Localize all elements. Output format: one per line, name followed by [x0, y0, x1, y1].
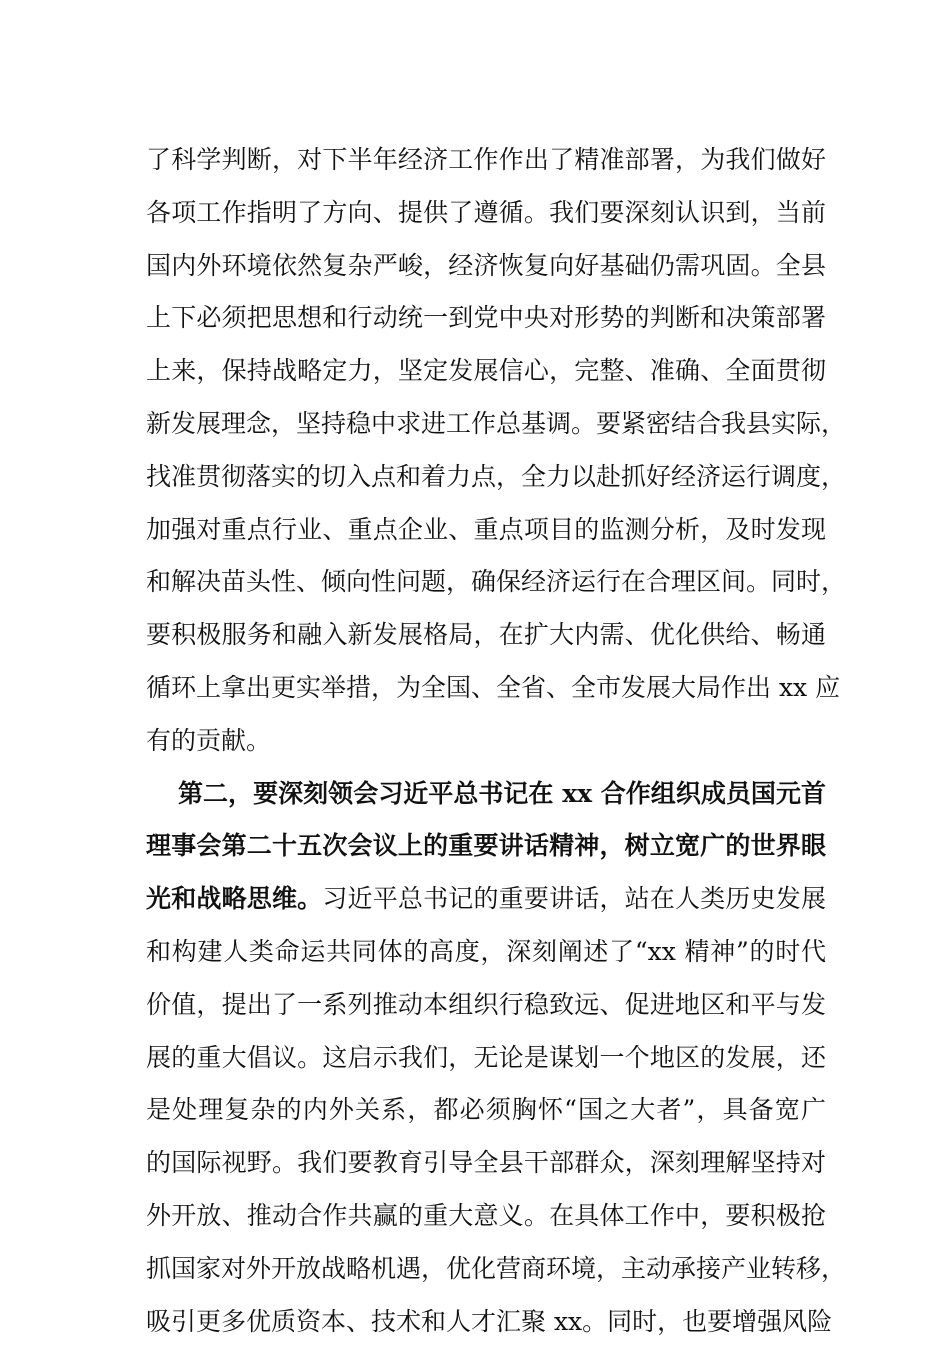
text-line: 国内外环境依然复杂严峻，经济恢复向好基础仍需巩固。全县	[146, 250, 826, 280]
text-line: 找准贯彻落实的切入点和着力点，全力以赴抓好经济运行调度，	[146, 461, 847, 491]
text-line: 抓国家对外开放战略机遇，优化营商环境，主动承接产业转移，	[146, 1253, 847, 1283]
mixed-line	[146, 873, 826, 926]
paragraph-2	[146, 768, 847, 1348]
text-line: 和构建人类命运共同体的高度，深刻阐述了“xx 精神”的时代	[146, 936, 826, 966]
text-line: 循环上拿出更实举措，为全国、全省、全市发展大局作出 xx 应	[146, 672, 841, 702]
text-line: 和解决苗头性、倾向性问题，确保经济运行在合理区间。同时，	[146, 567, 847, 597]
text-line: 要积极服务和融入新发展格局，在扩大内需、优化供给、畅通	[146, 620, 826, 650]
text-line: 价值，提出了一系列推动本组织行稳致远、促进地区和平与发	[146, 989, 826, 1019]
line-rest: 习近平总书记的重要讲话，站在人类历史发展	[322, 884, 826, 914]
text-line: 有的贡献。	[146, 725, 272, 755]
text-line: 吸引更多优质资本、技术和人才汇聚 xx。同时，也要增强风险	[146, 1306, 833, 1336]
text-line: 各项工作指明了方向、提供了遵循。我们要深刻认识到，当前	[146, 197, 826, 227]
text-line: 是处理复杂的内外关系，都必须胸怀“国之大者”，具备宽广	[146, 1095, 826, 1125]
text-line: 上来，保持战略定力，坚定发展信心，完整、准确、全面贯彻	[146, 356, 826, 386]
text-line: 了科学判断，对下半年经济工作作出了精准部署，为我们做好	[146, 145, 826, 174]
text-line: 展的重大倡议。这启示我们，无论是谋划一个地区的发展，还	[146, 1042, 826, 1072]
text-line: 的国际视野。我们要教育引导全县干部群众，深刻理解坚持对	[146, 1148, 826, 1178]
paragraph-1	[146, 134, 847, 768]
text-line: 加强对重点行业、重点企业、重点项目的监测分析，及时发现	[146, 514, 826, 544]
document-body	[146, 134, 847, 1348]
heading-line: 理事会第二十五次会议上的重要讲话精神，树立宽广的世界眼	[146, 831, 826, 861]
heading-tail: 光和战略思维。	[146, 884, 323, 914]
heading-line: 第二，要深刻领会习近平总书记在 xx 合作组织成员国元首	[178, 778, 826, 808]
text-line: 外开放、推动合作共赢的重大意义。在具体工作中，要积极抢	[146, 1200, 826, 1230]
text-line: 新发展理念，坚持稳中求进工作总基调。要紧密结合我县实际，	[146, 408, 847, 438]
text-line: 上下必须把思想和行动统一到党中央对形势的判断和决策部署	[146, 303, 826, 333]
